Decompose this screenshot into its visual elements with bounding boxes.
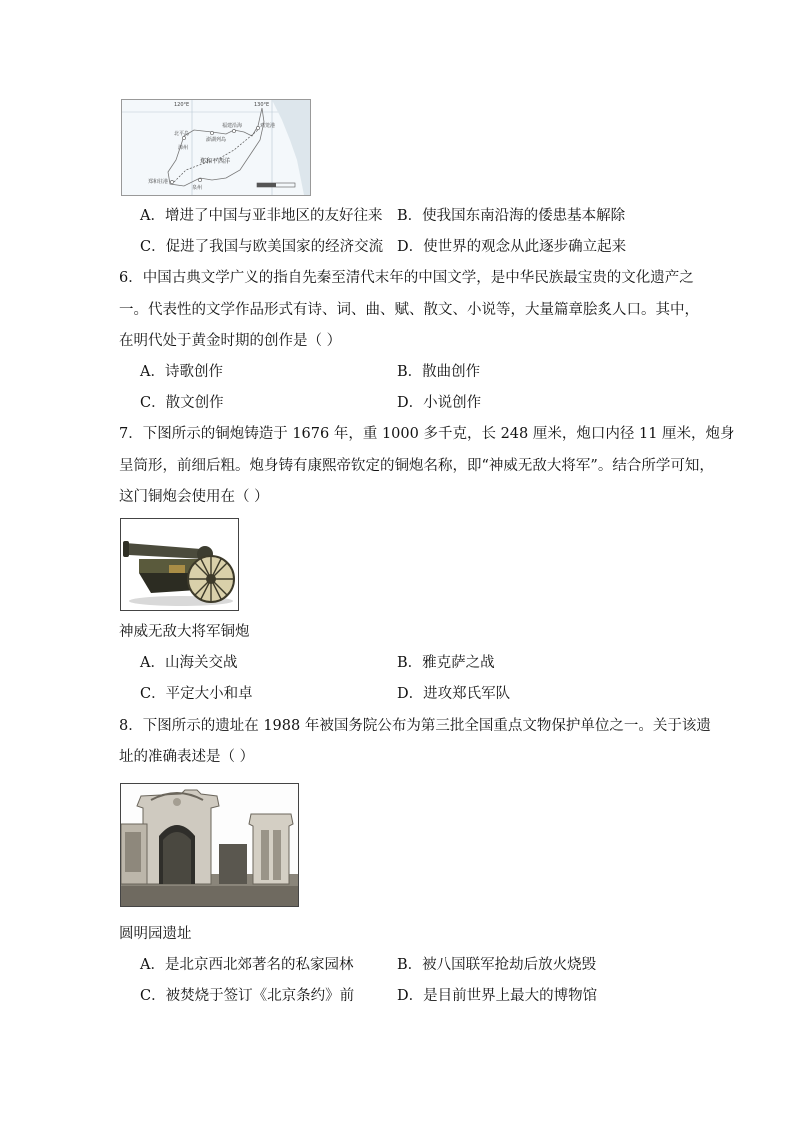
q8-option-a[interactable]: A．是北京西北郊著名的私家园林 bbox=[140, 957, 354, 973]
q7-option-b[interactable]: B．雅克萨之战 bbox=[397, 655, 495, 671]
map-lon-label-1: 120°E bbox=[174, 102, 190, 108]
q7-option-d[interactable]: D．进攻郑氏军队 bbox=[397, 686, 511, 702]
cannon-photo bbox=[120, 518, 239, 611]
q5-option-b[interactable]: B．使我国东南沿海的倭患基本解除 bbox=[397, 208, 626, 224]
map-place-label: 郑和驻港 bbox=[148, 179, 169, 185]
map-figure bbox=[121, 99, 311, 196]
q8-stem-line-1: 8．下图所示的遗址在 1988 年被国务院公布为第三批全国重点文物保护单位之一。关于该遗 bbox=[119, 718, 711, 734]
q7-stem-line-2: 呈筒形，前细后粗。炮身铸有康熙帝钦定的铜炮名称，即“神威无敌大将军”。结合所学可知， bbox=[119, 458, 714, 474]
map-center-label: 郑和下西洋 bbox=[200, 158, 231, 165]
q6-stem-line-2: 一。代表性的文学作品形式有诗、词、曲、赋、散文、小说等，大量篇章脍炙人口。其中， bbox=[119, 302, 699, 318]
q7-figure-caption: 神威无敌大将军铜炮 bbox=[119, 624, 250, 640]
map-place-label: 澎湖列岛 bbox=[206, 137, 227, 143]
q6-option-d[interactable]: D．小说创作 bbox=[397, 395, 482, 411]
q6-stem-line-3: 在明代处于黄金时期的创作是（ ） bbox=[119, 333, 342, 349]
q5-option-c[interactable]: C．促进了我国与欧美国家的经济交流 bbox=[140, 239, 384, 255]
q8-option-c[interactable]: C．被焚烧于签订《北京条约》前 bbox=[140, 988, 355, 1004]
q5-option-a[interactable]: A．增进了中国与亚非地区的友好往来 bbox=[140, 208, 383, 224]
q7-option-a[interactable]: A．山海关交战 bbox=[140, 655, 238, 671]
map-place-label: 北平岛 bbox=[174, 131, 190, 137]
q7-option-c[interactable]: C．平定大小和卓 bbox=[140, 686, 253, 702]
q8-option-d[interactable]: D．是目前世界上最大的博物馆 bbox=[397, 988, 598, 1004]
map-lon-label-2: 130°E bbox=[254, 102, 270, 108]
map-place-label: 泉州 bbox=[192, 185, 203, 191]
q8-stem-line-2: 址的准确表述是（ ） bbox=[119, 749, 255, 765]
q6-option-b[interactable]: B．散曲创作 bbox=[397, 364, 481, 380]
map-place-label: 福建沿海 bbox=[222, 123, 243, 129]
ruins-drawing bbox=[121, 784, 298, 906]
q8-option-b[interactable]: B．被八国联军抢劫后放火烧毁 bbox=[397, 957, 597, 973]
cannon-drawing bbox=[121, 519, 238, 610]
q7-stem-line-3: 这门铜炮会使用在（ ） bbox=[119, 489, 269, 505]
q5-option-d[interactable]: D．使世界的观念从此逐步确立起来 bbox=[397, 239, 627, 255]
q6-stem-line-1: 6．中国古典文学广义的指自先秦至清代末年的中国文学，是中华民族最宝贵的文化遗产之 bbox=[119, 270, 694, 286]
q8-figure-caption: 圆明园遗址 bbox=[119, 926, 192, 942]
q7-stem-line-1: 7．下图所示的铜炮铸造于 1676 年，重 1000 多千克，长 248 厘米，炮口内径 11 厘米，炮身 bbox=[119, 426, 735, 442]
map-place-label: 鸡笼港 bbox=[260, 123, 276, 129]
q6-option-a[interactable]: A．诗歌创作 bbox=[140, 364, 223, 380]
q6-option-c[interactable]: C．散文创作 bbox=[140, 395, 224, 411]
map-place-label: 漳州 bbox=[178, 145, 189, 151]
ruins-photo bbox=[120, 783, 299, 907]
